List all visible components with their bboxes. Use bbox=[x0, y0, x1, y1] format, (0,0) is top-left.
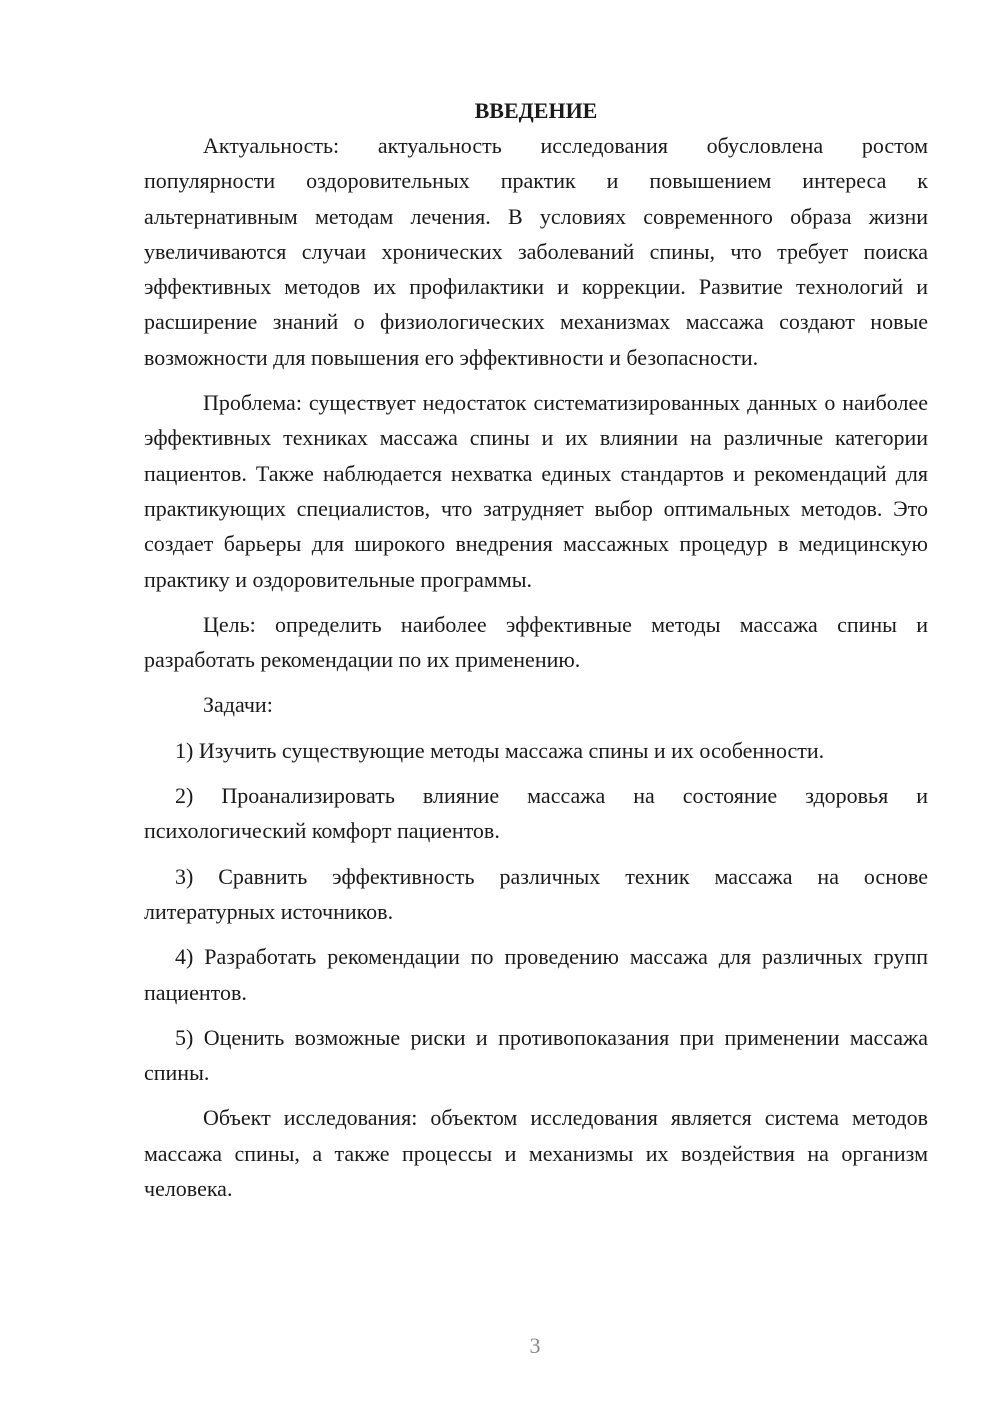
paragraph-goal: Цель: определить наиболее эффективные методы массажа спины и разработать рекомендации по их применению. bbox=[144, 611, 928, 673]
task-item: 2) Проанализировать влияние массажа на состояние здоровья и психологический комфорт пациентов. bbox=[144, 783, 928, 844]
task-item: 3) Сравнить эффективность различных техник массажа на основе литературных источников. bbox=[144, 863, 928, 924]
task-item: 4) Разработать рекомендации по проведению массажа для различных групп пациентов. bbox=[144, 944, 928, 1005]
page-number: 3 bbox=[529, 1333, 541, 1358]
task-item: 1) Изучить существующие методы массажа спины и их особенности. bbox=[175, 737, 825, 763]
task-item: 5) Оценить возможные риски и противопоказания при применении массажа спины. bbox=[144, 1024, 928, 1086]
paragraph-relevance: Актуальность: актуальность исследования обусловлена ростом популярности оздоровительных практик и повышением интереса к альтернативным методам лечения. В условиях современного образа жизни увеличиваются случаи хронических заболеваний спины, что требует поиска эффективных методов их профилактики и коррекции. Развитие технологий и расширение знаний о физиологических механизмах массажа создают новые возможности для повышения его эффективности и безопасности. bbox=[144, 133, 928, 370]
paragraph-problem: Проблема: существует недостаток систематизированных данных о наиболее эффективных техниках массажа спины и их влиянии на различные категории пациентов. Также наблюдается нехватка единых стандартов и рекомендаций для практикующих специалистов, что затрудняет выбор оптимальных методов. Это создает барьеры для широкого внедрения массажных процедур в медицинскую практику и оздоровительные программы. bbox=[144, 390, 928, 592]
page-content bbox=[144, 93, 928, 1206]
paragraph-object: Объект исследования: объектом исследования является система методов массажа спины, а также процессы и механизмы их воздействия на организм человека. bbox=[144, 1105, 928, 1202]
page-title: ВВЕДЕНИЕ bbox=[474, 98, 598, 123]
tasks-heading: Задачи: bbox=[203, 692, 273, 718]
